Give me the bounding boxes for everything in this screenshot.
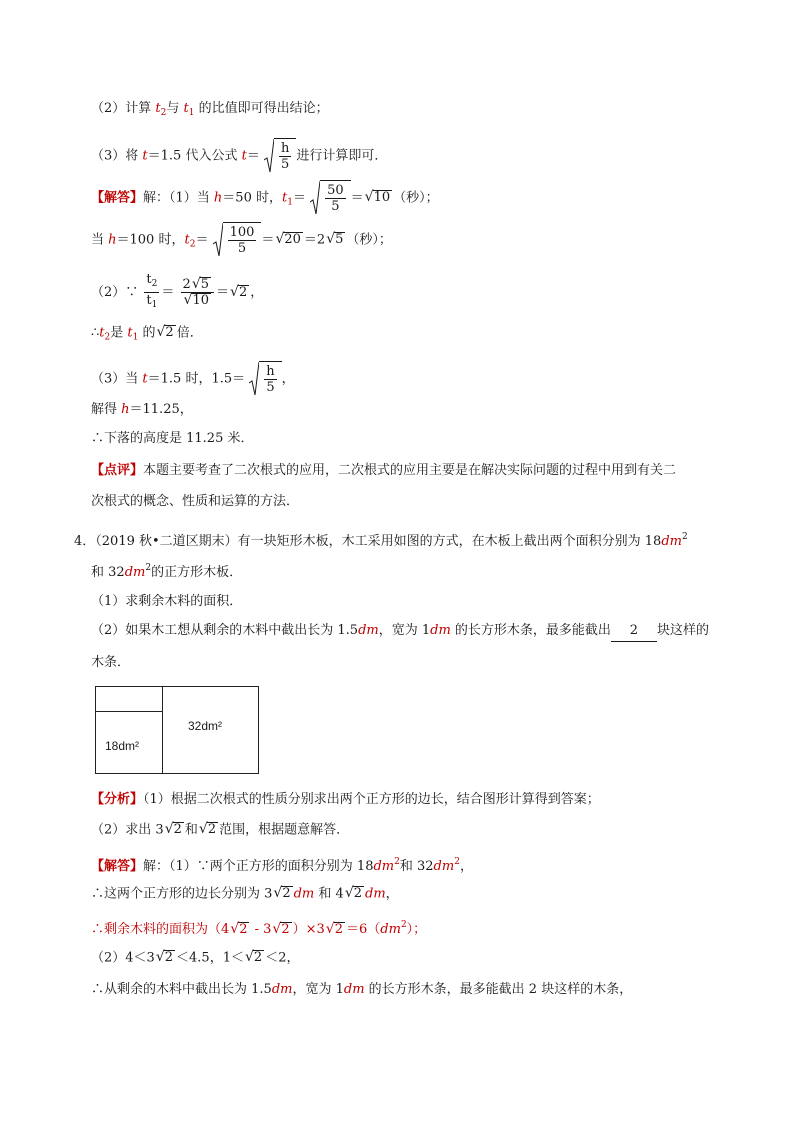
solution-4-line-1: 【解答】解：（1）∵两个正方形的面积分别为 $18dm^2$和 $32dm^2$， — [91, 857, 473, 874]
answer-part-2-conclusion: $\therefore t_2$是 $t_1$ 的√2 倍． — [91, 324, 203, 343]
step-2-hint: （2）计算 $t_2$与 $t_1$ 的比值即可得出结论； — [91, 101, 329, 118]
question-4-part-1: （1）求剩余木料的面积． — [91, 594, 243, 609]
question-4-part-2-end: 木条． — [91, 655, 131, 670]
sqrt-h-over-5-b: $\frac{h}{5}$ — [249, 361, 281, 397]
value-fraction: $\frac{2√5}{√10}$ — [181, 277, 214, 308]
analysis-line-1: 【分析】（1）根据二次根式的性质分别求出两个正方形的边长，结合图形计算得到答案； — [91, 792, 600, 807]
sqrt-100-over-5: $\frac{100}{5}$ — [213, 222, 262, 258]
question-4-part-2: （2）如果木工想从剩余的木料中截出长为 1.5dm，宽为 1dm 的长方形木条，最多能截出 2 块这样的 — [91, 621, 709, 642]
question-4-stem-2: 和 $32dm^2$的正方形木板． — [91, 563, 243, 580]
answer-part-1b: 当 h＝100 时，$t_2=$ $\frac{100}{5}$ ＝√20 ＝2√5 （秒）； — [91, 222, 392, 258]
board-diagram — [95, 686, 259, 774]
answer-part-3-solve: 解得 h＝11.25， — [91, 402, 193, 417]
solution-4-line-2: ∴这两个正方形的边长分别为 3√2 dm 和 4√2 dm， — [91, 885, 399, 902]
solution-4-line-4: （2）4＜3√2 ＜4.5，1＜√2 ＜2， — [91, 949, 300, 966]
sqrt-50-over-5: $\frac{50}{5}$ — [310, 180, 351, 216]
comment-line-2: 次根式的概念、性质和运算的方法． — [91, 494, 300, 509]
comment-line-1: 【点评】本题主要考查了二次根式的应用，二次根式的应用主要是在解决实际问题的过程中用到有关二 — [91, 463, 677, 478]
label-18: 18dm² — [105, 739, 140, 753]
answer-blank: 2 — [611, 621, 657, 642]
analysis-line-2: （2）求出 3√2 和√2 范围，根据题意解答． — [91, 821, 350, 838]
label-32: 32dm² — [188, 719, 223, 733]
step-3-hint: （3）将 t＝1.5 代入公式 t＝ $\frac{h}{5}$ 进行计算即可． — [91, 138, 387, 174]
sqrt-h-over-5: $\frac{h}{5}$ — [264, 138, 296, 174]
answer-part-2: （2）∵ $\frac{t_2}{t_1}$ ＝ $\frac{2√5}{√10}$ ＝√2 ， — [91, 272, 263, 313]
question-4-stem: 4．（2019 秋•二道区期末）有一块矩形木板，木工采用如图的方式，在木板上截出两个面积分别为 $18dm^2$ — [74, 532, 688, 549]
answer-part-3-conclusion: ∴下落的高度是 11.25 米． — [91, 431, 254, 446]
solution-4-line-3: ∴剩余木料的面积为（4√2 - 3√2 ）$\times 3√2 =6(dm^2)$； — [91, 920, 427, 937]
ratio-fraction: $\frac{t_2}{t_1}$ — [146, 272, 158, 310]
answer-part-3: （3）当 t＝1.5 时，1.5＝ $\frac{h}{5}$ ， — [91, 361, 295, 397]
answer-part-1: 【解答】解：（1）当 h＝50 时，$t_1=$ $\frac{50}{5}$ ＝√10 （秒）； — [91, 180, 439, 216]
solution-4-line-5: ∴从剩余的木料中截出长为 1.5dm，宽为 1dm 的长方形木条，最多能截出 2 块这样的木条， — [91, 982, 633, 997]
